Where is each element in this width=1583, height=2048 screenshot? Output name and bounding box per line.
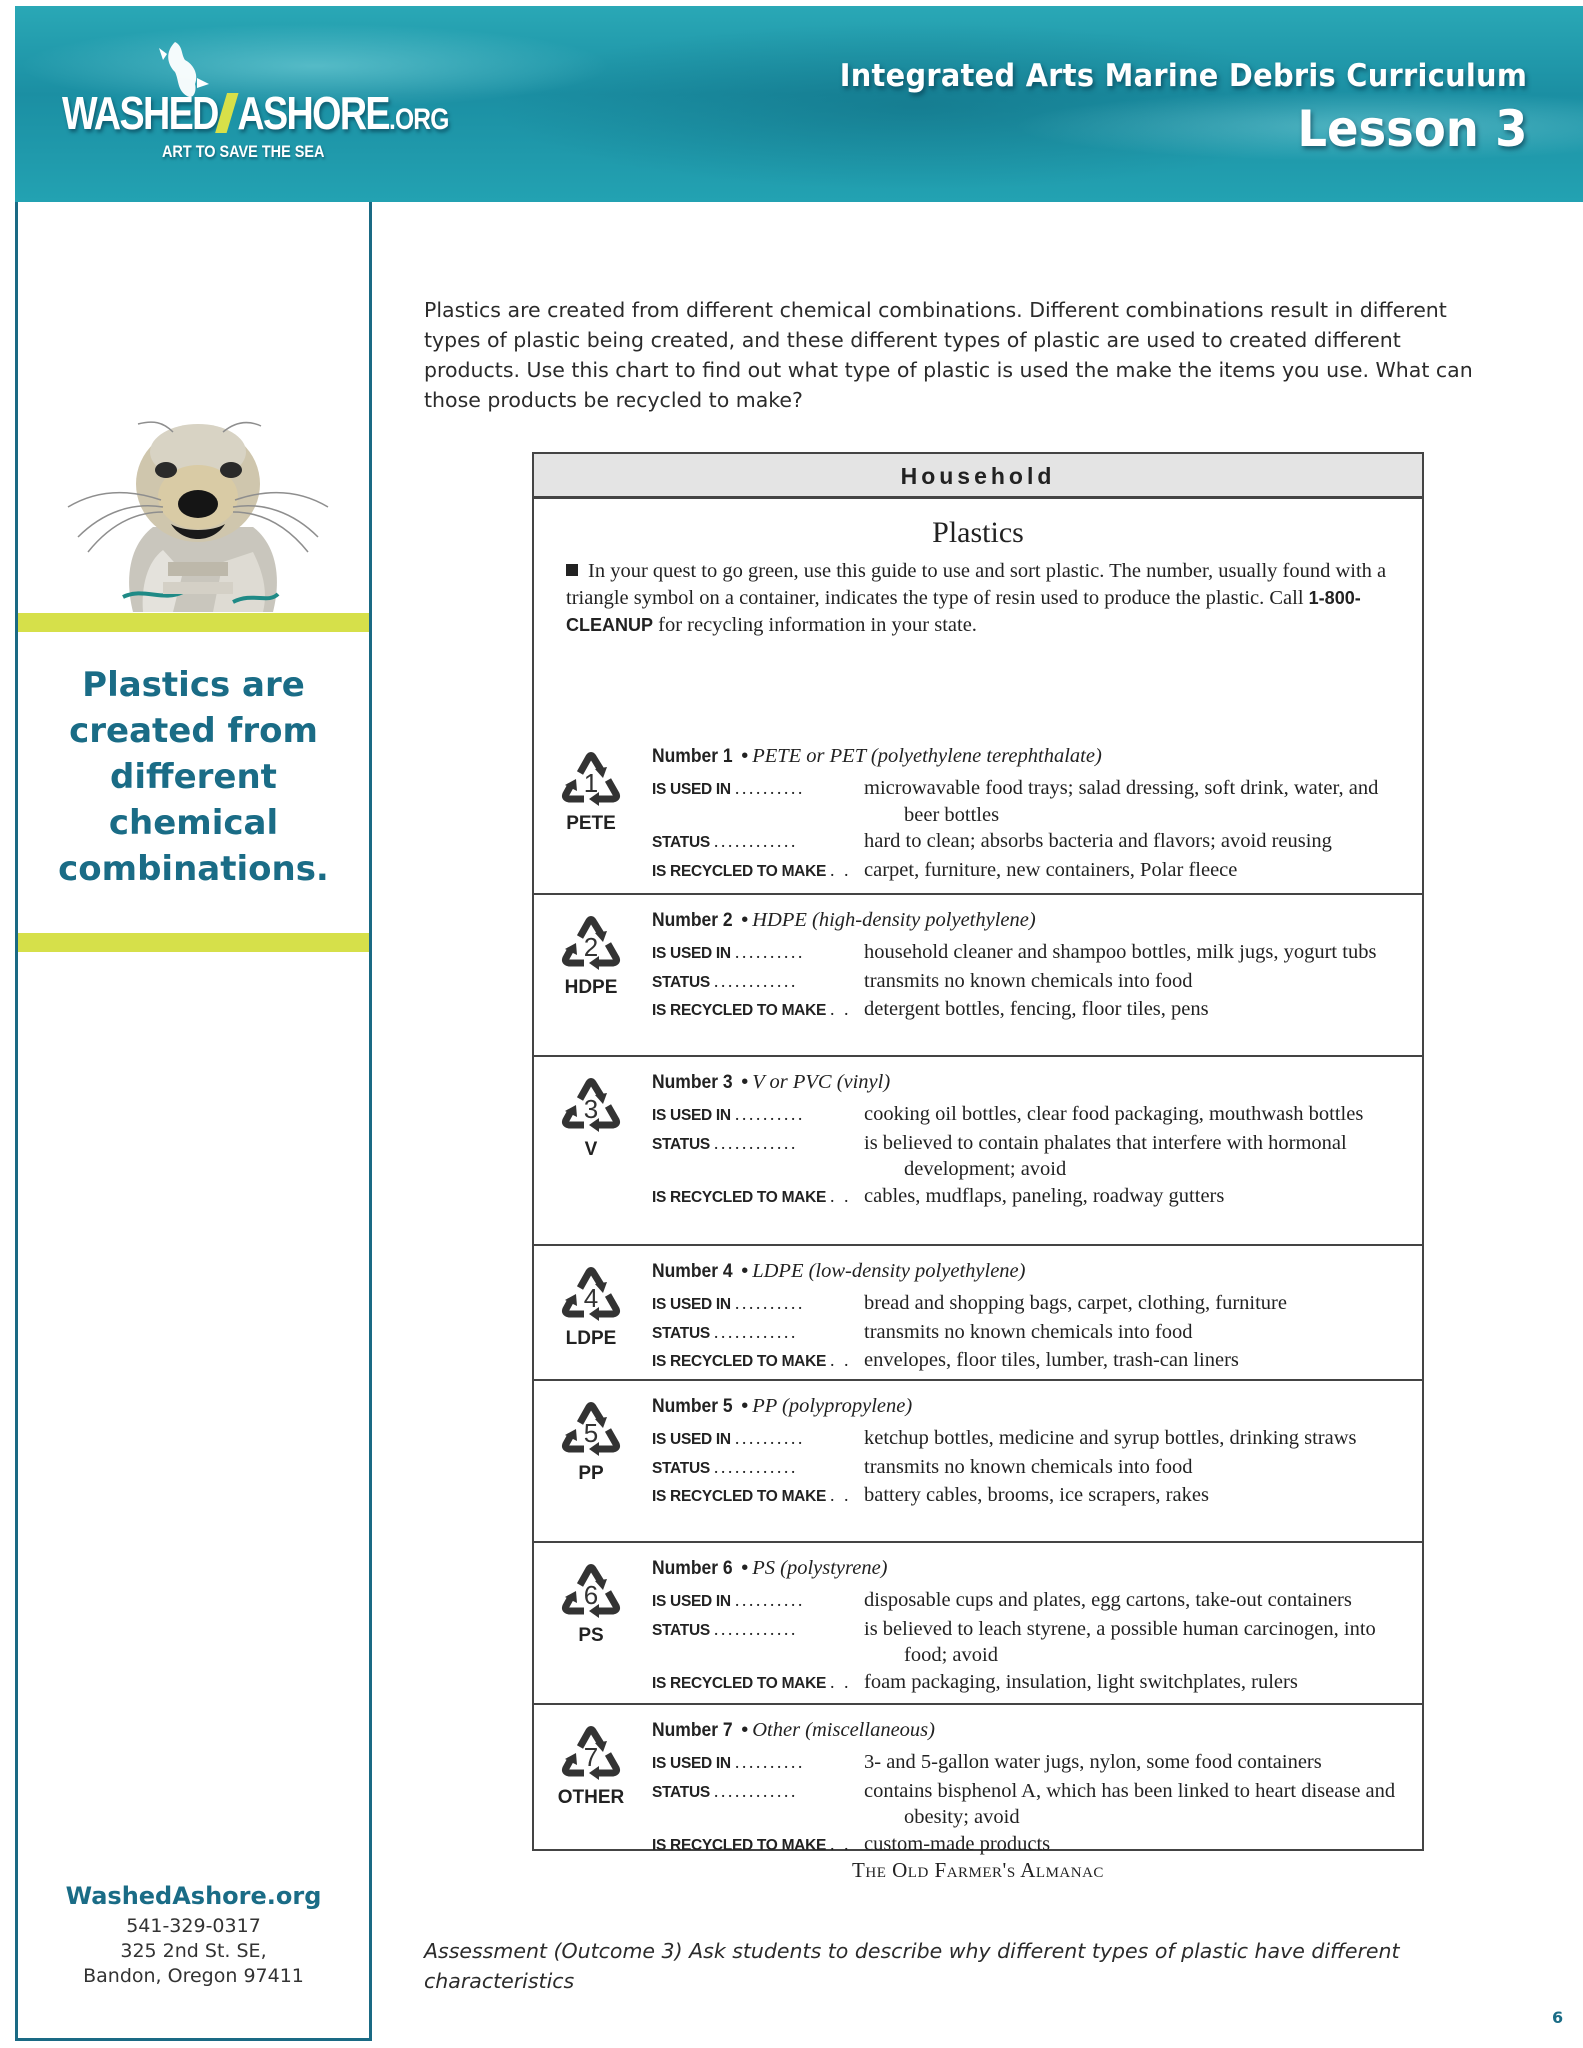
status-field: STATUS ............ transmits no known chemicals into food: [652, 1319, 1412, 1348]
plastic-name: PETE or PET (polyethylene terephthalate): [752, 745, 1102, 767]
status-value: is believed to contain phalates that interfere with hormonal development; avoid: [864, 1131, 1347, 1180]
used-in-value: cooking oil bottles, clear food packaging, mouthwash bottles: [864, 1103, 1364, 1125]
svg-text:4: 4: [583, 1283, 599, 1313]
status-value: transmits no known chemicals into food: [864, 969, 1193, 992]
resin-code: PS: [578, 1625, 604, 1646]
chart-header: Household: [534, 454, 1422, 499]
number-label: Number 5: [652, 1396, 733, 1417]
status-value: transmits no known chemicals into food: [864, 1320, 1193, 1343]
plastic-heading: Number 3 • V or PVC (vinyl): [652, 1071, 891, 1093]
svg-text:5: 5: [583, 1418, 599, 1448]
used-in-field: IS USED IN .......... cooking oil bottles, clear food packaging, mouthwash bottles: [652, 1101, 1412, 1130]
number-label: Number 3: [652, 1072, 733, 1093]
logo-wordmark: WASHED ASHORE.ORG: [62, 87, 449, 139]
plastic-details: [652, 1395, 1412, 1511]
resin-code: LDPE: [565, 1328, 617, 1349]
resin-code: OTHER: [557, 1787, 625, 1808]
number-label: Number 6: [652, 1558, 733, 1579]
used-in-value: 3- and 5-gallon water jugs, nylon, some food containers: [864, 1751, 1322, 1773]
svg-text:3: 3: [583, 1094, 599, 1124]
recycle-triangle-icon: [558, 1260, 624, 1326]
accent-bar-top: [18, 613, 369, 632]
plastic-details: [652, 909, 1412, 1025]
callout-line: chemical: [108, 803, 279, 843]
status-field: STATUS ............ contains bisphenol A, which has been linked to heart disease and obesity; avoid: [652, 1778, 1412, 1831]
plastic-heading: Number 1 • PETE or PET (polyethylene terephthalate): [652, 745, 1102, 767]
resin-symbol: [546, 1395, 636, 1485]
recycled-value: carpet, furniture, new containers, Polar fleece: [864, 858, 1238, 881]
header-banner: [15, 6, 1583, 202]
recycle-triangle-icon: [558, 745, 624, 811]
source-credit: The Old Farmer's Almanac: [852, 1858, 1104, 1882]
recycle-triangle-icon: [558, 1557, 624, 1623]
callout-line: different: [110, 757, 277, 797]
plastic-name: PS (polystyrene): [752, 1557, 888, 1579]
number-label: Number 4: [652, 1261, 733, 1282]
recycled-value: custom-made products: [864, 1832, 1051, 1855]
plastic-name: Other (miscellaneous): [752, 1719, 935, 1741]
resin-symbol: [546, 1557, 636, 1647]
logo-tagline: ART TO SAVE THE SEA: [162, 142, 325, 161]
recycled-field: IS RECYCLED TO MAKE . . carpet, furniture, new containers, Polar fleece: [652, 857, 1412, 886]
status-value: transmits no known chemicals into food: [864, 1455, 1193, 1478]
plastic-name: HDPE (high-density polyethylene): [752, 909, 1036, 931]
used-in-field: IS USED IN .......... household cleaner and shampoo bottles, milk jugs, yogurt tubs: [652, 939, 1412, 968]
website-link[interactable]: WashedAshore.org: [65, 1882, 322, 1910]
assessment-note: Assessment (Outcome 3) Ask students to describe why different types of plastic have different characteristics: [424, 1939, 1400, 1993]
intro-paragraph: Plastics are created from different chemical combinations. Different combinations result in different types of plastic being created, and these different types of plastic are used to created different products. Use this chart to find out what type of plastic is used the make the items you use. What can those products be recycled to make?: [424, 298, 1473, 412]
page-number: 6: [1552, 2008, 1564, 2027]
recycled-field: IS RECYCLED TO MAKE . . foam packaging, insulation, light switchplates, rulers: [652, 1669, 1412, 1698]
plastic-name: V or PVC (vinyl): [752, 1071, 891, 1093]
status-value: contains bisphenol A, which has been linked to heart disease and obesity; avoid: [864, 1779, 1396, 1828]
recycled-field: IS RECYCLED TO MAKE . . custom-made products: [652, 1831, 1412, 1860]
number-label: Number 1: [652, 746, 733, 767]
number-label: Number 2: [652, 910, 733, 931]
resin-symbol: [546, 1071, 636, 1161]
plastic-heading: Number 4 • LDPE (low-density polyethylene): [652, 1260, 1026, 1282]
plastic-heading: Number 2 • HDPE (high-density polyethylene): [652, 909, 1036, 931]
plastic-row: [534, 1703, 1422, 1855]
status-field: STATUS ............ is believed to leach styrene, a possible human carcinogen, into food; avoid: [652, 1616, 1412, 1669]
used-in-field: IS USED IN .......... microwavable food trays; salad dressing, soft drink, water, and beer bottles: [652, 775, 1412, 828]
plastic-heading: Number 7 • Other (miscellaneous): [652, 1719, 935, 1741]
recycled-value: detergent bottles, fencing, floor tiles, pens: [864, 998, 1209, 1020]
recycled-value: envelopes, floor tiles, lumber, trash-can liners: [864, 1349, 1239, 1371]
contact-block: [18, 1882, 369, 1989]
plastic-details: [652, 1557, 1412, 1697]
recycled-field: IS RECYCLED TO MAKE . . detergent bottles, fencing, floor tiles, pens: [652, 996, 1412, 1025]
plastic-details: [652, 1260, 1412, 1376]
plastic-row: [534, 731, 1422, 893]
number-label: Number 7: [652, 1720, 733, 1741]
used-in-value: household cleaner and shampoo bottles, milk jugs, yogurt tubs: [864, 941, 1377, 963]
plastic-heading: Number 6 • PS (polystyrene): [652, 1557, 888, 1579]
plastic-heading: Number 5 • PP (polypropylene): [652, 1395, 913, 1417]
resin-code: HDPE: [564, 977, 618, 998]
plastic-details: [652, 1719, 1412, 1859]
lesson-title: Lesson 3: [1296, 100, 1527, 158]
contact-street: 325 2nd St. SE,: [120, 1940, 267, 1962]
contact-phone: 541-329-0317: [126, 1915, 261, 1937]
recycled-value: foam packaging, insulation, light switchplates, rulers: [864, 1670, 1298, 1693]
svg-text:6: 6: [583, 1580, 599, 1610]
callout-line: created from: [69, 711, 318, 751]
plastic-details: [652, 745, 1412, 885]
accent-bar-bottom: [18, 933, 369, 952]
curriculum-title: Integrated Arts Marine Debris Curriculum: [839, 58, 1527, 94]
plastic-name: PP (polypropylene): [752, 1395, 913, 1417]
recycle-triangle-icon: [558, 1071, 624, 1137]
bottle-slash-icon: [215, 93, 238, 133]
resin-symbol: [546, 1719, 636, 1809]
callout-line: combinations.: [58, 849, 329, 889]
recycle-triangle-icon: [558, 1719, 624, 1785]
recycled-value: cables, mudflaps, paneling, roadway gutters: [864, 1184, 1225, 1207]
chart-intro: In your quest to go green, use this guide to use and sort plastic. The number, usually found with a triangle symbol on a container, indicates the type of resin used to produce the plastic. Call 1-800-CLEANUP for recycling information in your state.: [566, 560, 1387, 636]
status-value: hard to clean; absorbs bacteria and flavors; avoid reusing: [864, 830, 1332, 852]
resin-symbol: [546, 745, 636, 835]
status-field: STATUS ............ is believed to contain phalates that interfere with hormonal development; avoid: [652, 1130, 1412, 1183]
sidebar-callout: [18, 662, 369, 892]
recycled-value: battery cables, brooms, ice scrapers, rakes: [864, 1484, 1209, 1506]
used-in-value: microwavable food trays; salad dressing, soft drink, water, and beer bottles: [864, 777, 1379, 826]
contact-city: Bandon, Oregon 97411: [83, 1965, 304, 1987]
recycled-field: IS RECYCLED TO MAKE . . battery cables, brooms, ice scrapers, rakes: [652, 1482, 1412, 1511]
cleanup-phone: 1-800-CLEANUP: [566, 588, 1361, 635]
resin-symbol: [546, 1260, 636, 1350]
svg-text:7: 7: [583, 1742, 599, 1772]
plastic-row: [534, 1541, 1422, 1705]
callout-line: Plastics are: [82, 665, 305, 705]
used-in-field: IS USED IN .......... ketchup bottles, medicine and syrup bottles, drinking straws: [652, 1425, 1412, 1454]
plastic-row: [534, 1244, 1422, 1381]
plastics-chart: [532, 452, 1424, 1855]
plastic-row: [534, 1055, 1422, 1246]
recycle-triangle-icon: [558, 1395, 624, 1461]
used-in-value: bread and shopping bags, carpet, clothing, furniture: [864, 1292, 1287, 1314]
sidebar: [15, 202, 372, 2041]
svg-text:1: 1: [583, 768, 599, 798]
resin-code: PP: [578, 1463, 604, 1484]
plastic-name: LDPE (low-density polyethylene): [752, 1260, 1026, 1282]
recycle-triangle-icon: [558, 909, 624, 975]
used-in-value: ketchup bottles, medicine and syrup bottles, drinking straws: [864, 1427, 1357, 1449]
resin-code: V: [584, 1139, 598, 1160]
used-in-value: disposable cups and plates, egg cartons, take-out containers: [864, 1589, 1352, 1611]
used-in-field: IS USED IN .......... disposable cups and plates, egg cartons, take-out containers: [652, 1587, 1412, 1616]
plastic-details: [652, 1071, 1412, 1211]
status-value: is believed to leach styrene, a possible human carcinogen, into food; avoid: [864, 1617, 1376, 1666]
status-field: STATUS ............ transmits no known chemicals into food: [652, 968, 1412, 997]
chart-title: Plastics: [932, 516, 1024, 549]
used-in-field: IS USED IN .......... 3- and 5-gallon water jugs, nylon, some food containers: [652, 1749, 1412, 1778]
resin-symbol: [546, 909, 636, 999]
washed-ashore-logo[interactable]: [47, 34, 467, 174]
status-field: STATUS ............ hard to clean; absorbs bacteria and flavors; avoid reusing: [652, 828, 1412, 857]
status-field: STATUS ............ transmits no known chemicals into food: [652, 1454, 1412, 1483]
recycled-field: IS RECYCLED TO MAKE . . cables, mudflaps, paneling, roadway gutters: [652, 1183, 1412, 1212]
recycled-field: IS RECYCLED TO MAKE . . envelopes, floor tiles, lumber, trash-can liners: [652, 1347, 1412, 1376]
svg-text:2: 2: [583, 932, 599, 962]
used-in-field: IS USED IN .......... bread and shopping bags, carpet, clothing, furniture: [652, 1290, 1412, 1319]
plastic-row: [534, 893, 1422, 1057]
resin-code: PETE: [566, 813, 616, 834]
plastic-row: [534, 1379, 1422, 1543]
seal-sculpture-image: [63, 412, 333, 612]
square-bullet-icon: [566, 564, 578, 576]
